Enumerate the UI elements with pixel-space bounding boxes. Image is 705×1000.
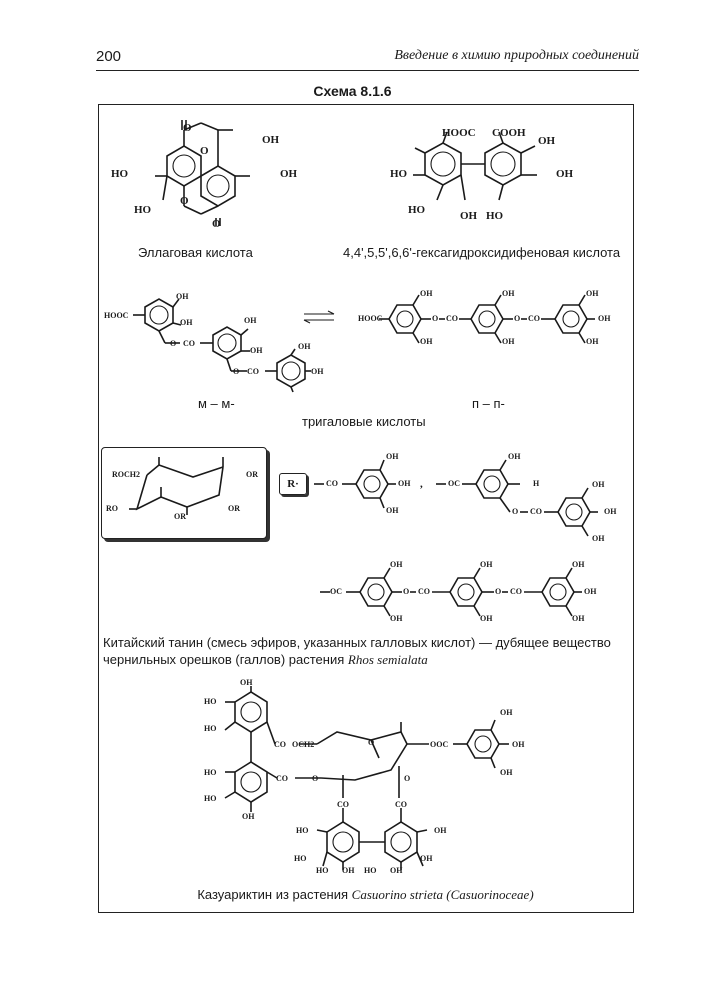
hhdp-label-oh-1: OH xyxy=(538,135,556,147)
sugar-ro: RO xyxy=(106,504,118,513)
tri-pp-hooc: HOOC xyxy=(358,314,383,323)
trigallic-mm-label: м – м- xyxy=(198,396,235,411)
cas-oh-r3: OH xyxy=(500,768,513,777)
ellagic-label-o-ring-bottom: O xyxy=(180,195,189,207)
tri-pp-oh-7: OH xyxy=(586,337,599,346)
cas-oh-8: OH xyxy=(342,866,355,875)
g2-oh-1: OH xyxy=(508,452,521,461)
cas-ring-o: O xyxy=(368,738,375,747)
ellagic-label-oh-2: OH xyxy=(280,168,298,180)
g2-o: O xyxy=(512,507,519,516)
trigallic-name: тригаловые кислоты xyxy=(302,414,426,429)
g1-oh-3: OH xyxy=(386,506,399,515)
tri-mm-oh-5: OH xyxy=(298,342,311,351)
scheme-title: Схема 8.1.6 xyxy=(313,83,392,99)
g3-co-2: CO xyxy=(510,587,522,596)
g3-oc: OC xyxy=(330,587,342,596)
sugar-or-2: OR xyxy=(228,504,240,513)
g2-oh-3: OH xyxy=(604,507,617,516)
g1-co: CO xyxy=(326,479,338,488)
trigallic-mm-structure xyxy=(105,285,330,395)
hhdp-label-ho-2: HO xyxy=(408,204,426,216)
cas-ho-2: HO xyxy=(204,724,217,733)
ellagic-label-o-bottom: O xyxy=(212,218,221,230)
g3-oh-2: OH xyxy=(390,614,403,623)
g3-oh-1: OH xyxy=(390,560,403,569)
tri-pp-o-2: O xyxy=(514,314,521,323)
trigallic-pp-label: п – п- xyxy=(472,396,505,411)
g3-co-1: CO xyxy=(418,587,430,596)
tri-mm-hooc: HOOC xyxy=(104,311,129,320)
g3-oh-3: OH xyxy=(480,560,493,569)
tri-pp-co-1: CO xyxy=(446,314,458,323)
cas-oh-r1: OH xyxy=(500,708,513,717)
g1-oh-1: OH xyxy=(386,452,399,461)
g1-comma: , xyxy=(420,478,423,490)
g1-oh-2: OH xyxy=(398,479,411,488)
cas-ho-3: HO xyxy=(204,768,217,777)
g3-o-1: O xyxy=(403,587,410,596)
sugar-or-1: OR xyxy=(246,470,258,479)
glucose-core-structure xyxy=(101,447,265,537)
header-rule xyxy=(96,70,639,71)
g2-oh-4: OH xyxy=(592,534,605,543)
cas-ho-7: HO xyxy=(316,866,329,875)
cas-och2: OCH2 xyxy=(292,740,315,749)
chinese-tannin-caption-text: Китайский танин (смесь эфиров, указанных галловых кислот) — дубящее вещество чернильных орешков (галлов) растения xyxy=(103,635,611,667)
tri-pp-oh-2: OH xyxy=(420,337,433,346)
g2-oc: OC xyxy=(448,479,460,488)
g2-co: CO xyxy=(530,507,542,516)
tri-mm-co-1: CO xyxy=(183,339,195,348)
chinese-tannin-caption xyxy=(103,634,628,668)
hhdp-label-ho-1: HO xyxy=(390,168,408,180)
ellagic-label-ho-2: HO xyxy=(134,204,152,216)
g2-h: H xyxy=(533,479,540,488)
cas-ho-1: HO xyxy=(204,697,217,706)
hhdp-label-ho-3: HO xyxy=(486,210,504,222)
cas-oh-6: OH xyxy=(420,854,433,863)
hhdp-label-oh-3: OH xyxy=(460,210,478,222)
g3-oh-4: OH xyxy=(480,614,493,623)
chinese-tannin-species: Rhos semialata xyxy=(347,652,428,667)
casuarictin-caption-text: Казуариктин из растения xyxy=(197,887,349,902)
cas-oh-5: OH xyxy=(434,826,447,835)
cas-co-3: CO xyxy=(337,800,349,809)
ellagic-acid-name: Эллаговая кислота xyxy=(138,245,253,260)
cas-ho-6: HO xyxy=(294,854,307,863)
hexahydroxydiphenic-name: 4,4',5,5',6,6'-гексагидроксидифеновая кислота xyxy=(343,245,621,260)
tri-pp-oh-3: OH xyxy=(502,289,515,298)
g2-oh-2: OH xyxy=(592,480,605,489)
cas-ho-4: HO xyxy=(204,794,217,803)
cas-o-2: O xyxy=(404,774,411,783)
tri-pp-co-2: CO xyxy=(528,314,540,323)
cas-co-2: CO xyxy=(276,774,288,783)
cas-oh-7: OH xyxy=(390,866,403,875)
casuarictin-caption xyxy=(103,886,628,903)
g3-oh-5: OH xyxy=(572,560,585,569)
ellagic-label-ho-1: HO xyxy=(111,168,129,180)
tri-pp-oh-4: OH xyxy=(502,337,515,346)
hhdp-label-cooh: COOH xyxy=(492,127,526,139)
cas-ho-8: HO xyxy=(364,866,377,875)
cas-oh-bottom-left: OH xyxy=(242,812,255,821)
tri-mm-oh-4: OH xyxy=(250,346,263,355)
tri-pp-oh-1: OH xyxy=(420,289,433,298)
g3-o-2: O xyxy=(495,587,502,596)
cas-co-4: CO xyxy=(395,800,407,809)
cas-oh-r2: OH xyxy=(512,740,525,749)
ellagic-label-o-ring-top: O xyxy=(200,145,209,157)
tri-mm-oh-2: OH xyxy=(180,318,193,327)
hhdp-label-oh-2: OH xyxy=(556,168,574,180)
casuarictin-species: Casuorino strieta (Casuorinoceae) xyxy=(351,887,534,902)
tri-pp-oh-6: OH xyxy=(598,314,611,323)
hhdp-label-hooc: HOOC xyxy=(442,127,476,139)
tri-mm-oh-3: OH xyxy=(244,316,257,325)
r-group-box: R· xyxy=(279,473,307,495)
tri-mm-oh-1: OH xyxy=(176,292,189,301)
tri-mm-co-2: CO xyxy=(247,367,259,376)
cas-o-1: O xyxy=(312,774,319,783)
tri-pp-oh-5: OH xyxy=(586,289,599,298)
cas-ho-5: HO xyxy=(296,826,309,835)
tri-mm-o-1: O xyxy=(170,339,177,348)
g3-oh-7: OH xyxy=(572,614,585,623)
ellagic-label-o-top: O xyxy=(183,122,192,134)
sugar-roch2: ROCH2 xyxy=(112,470,140,479)
page-number: 200 xyxy=(96,48,122,65)
equilibrium-arrows xyxy=(302,310,336,324)
running-title: Введение в химию природных соединений xyxy=(394,48,639,63)
sugar-or-3: OR xyxy=(174,512,186,521)
tri-mm-o-2: O xyxy=(233,367,240,376)
g3-oh-6: OH xyxy=(584,587,597,596)
ellagic-label-oh-1: OH xyxy=(262,134,280,146)
cas-co-1: CO xyxy=(274,740,286,749)
cas-oh-top: OH xyxy=(240,678,253,687)
cas-ooc: OOC xyxy=(430,740,449,749)
tri-pp-o-1: O xyxy=(432,314,439,323)
tri-mm-oh-6: OH xyxy=(311,367,324,376)
